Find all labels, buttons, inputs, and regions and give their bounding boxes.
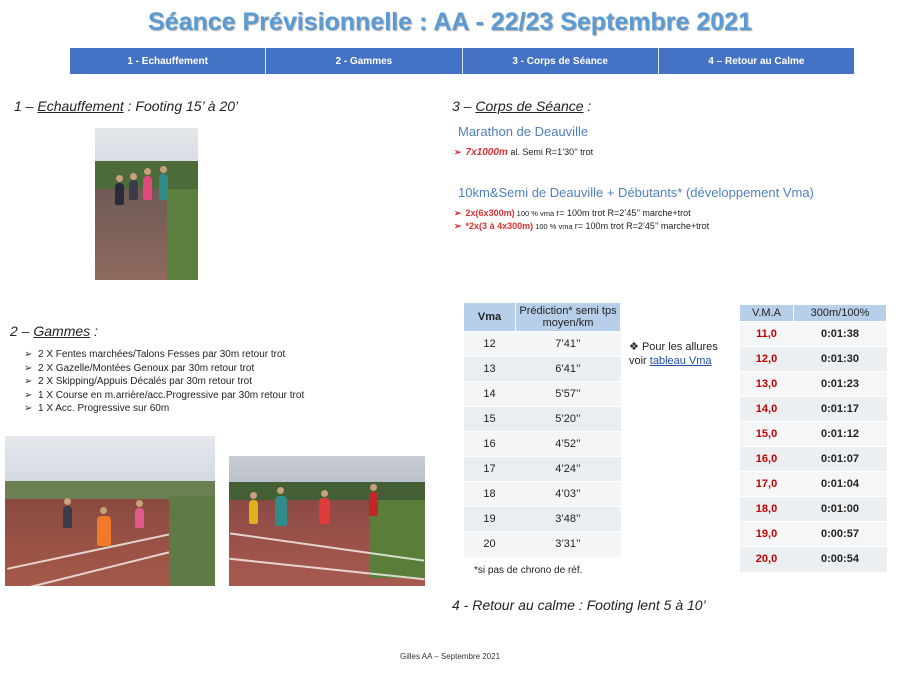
arrow-bullet-icon: ➢: [454, 221, 462, 231]
gammes-photo-left: [5, 436, 215, 586]
list-item: ➢ 2 X Fentes marchées/Talons Fesses par 30m retour trot: [24, 349, 286, 360]
semi-title: 10km&Semi de Deauville + Débutants* (développement Vma): [458, 185, 814, 200]
table-row: 15,0 0:01:12: [740, 422, 887, 447]
arrow-bullet-icon: ➢: [24, 362, 33, 374]
list-item: ➢ 2 X Gazelle/Montées Genoux par 30m retour trot: [24, 362, 255, 374]
footer: Gilles AA – Septembre 2021: [399, 652, 501, 661]
prediction-table: [463, 302, 621, 557]
table-header: Prédiction* semi tps moyen/km: [516, 303, 621, 332]
tab-corps-de-seance[interactable]: 3 - Corps de Séance: [463, 48, 659, 74]
arrow-bullet-icon: ➢: [24, 403, 33, 414]
table-row: 18,0 0:01:00: [740, 497, 887, 522]
retour-heading: 4 - Retour au calme : Footing lent 5 à 10’: [452, 597, 706, 613]
table-header: Vma: [464, 303, 516, 332]
table-row: 20,0 0:00:54: [740, 547, 887, 572]
table-row: 11,0 0:01:38: [740, 322, 887, 347]
allures-note: ❖ Pour les allures voir tableau Vma: [629, 341, 718, 367]
table-row: 16,0 0:01:07: [740, 447, 887, 472]
table-row: 17 4’24’’: [464, 457, 621, 482]
table-row: 13,0 0:01:23: [740, 372, 887, 397]
table-row: 15 5’20’’: [464, 407, 621, 432]
tableau-vma-link[interactable]: tableau Vma: [649, 355, 712, 367]
marathon-workout: ➢ 7x1000m al. Semi R=1’30’’ trot: [454, 147, 594, 158]
table-row: 14,0 0:01:17: [740, 397, 887, 422]
table-row: 19 3’48’’: [464, 507, 621, 532]
arrow-bullet-icon: ➢: [454, 208, 462, 218]
arrow-bullet-icon: ➢: [24, 349, 33, 360]
warmup-label: Echauffement: [37, 98, 124, 114]
gammes-num: 2 –: [10, 323, 34, 339]
table-row: 16 4’52’’: [464, 432, 621, 457]
warmup-detail: : Footing 15’ à 20’: [123, 98, 239, 114]
tab-retour-au-calme[interactable]: 4 – Retour au Calme: [708, 55, 805, 67]
gammes-colon: :: [90, 323, 98, 339]
arrow-bullet-icon: ➢: [24, 376, 33, 387]
table-row: 18 4’03’’: [464, 482, 621, 507]
warmup-num: 1 –: [14, 98, 38, 114]
table-row: 17,0 0:01:04: [740, 472, 887, 497]
table-row: 20 3’31’’: [464, 532, 621, 557]
table-row: 14 5’57’’: [464, 382, 621, 407]
corps-label: Corps de Séance: [475, 98, 584, 114]
vma-table: [739, 304, 887, 572]
corps-num: 3 –: [452, 98, 476, 114]
warmup-heading: [14, 98, 238, 114]
arrow-bullet-icon: ➢: [454, 147, 462, 157]
tab-gammes[interactable]: 2 - Gammes: [266, 48, 462, 74]
gammes-label: Gammes: [33, 323, 91, 339]
table-row: 12,0 0:01:30: [740, 347, 887, 372]
warmup-photo: [95, 128, 198, 280]
table-row: 13 6’41’’: [464, 357, 621, 382]
tab-echauffement[interactable]: 1 - Echauffement: [70, 48, 266, 74]
table-row: 19,0 0:00:57: [740, 522, 887, 547]
corps-colon: :: [583, 98, 592, 114]
list-item: ➢ 1 X Course en m.arrière/acc.Progressive par 30m retour trot: [24, 389, 305, 401]
page-title: Séance Prévisionnelle : AA - 22/23 Septembre 2021: [148, 8, 752, 36]
semi-workout-2: ➢ *2x(3 à 4x300m) 100 % vma r= 100m trot R=2’45’’ marche+trot: [454, 221, 710, 231]
table-header: V.M.A: [740, 305, 794, 322]
diamond-bullet-icon: ❖: [629, 341, 639, 353]
table-header: 300m/100%: [794, 305, 887, 322]
gammes-photo-right: [229, 456, 425, 586]
prediction-note: *si pas de chrono de réf.: [474, 565, 583, 576]
gammes-list: [24, 348, 304, 416]
semi-workout-1: ➢ 2x(6x300m) 100 % vma r= 100m trot R=2’45’’ marche+trot: [454, 208, 691, 218]
arrow-bullet-icon: ➢: [24, 389, 33, 401]
gammes-heading: [10, 323, 98, 339]
marathon-title: Marathon de Deauville: [458, 124, 589, 139]
list-item: ➢ 1 X Acc. Progressive sur 60m: [24, 403, 170, 414]
table-row: 12 7’41’’: [464, 332, 621, 357]
section-tabs: [70, 48, 854, 74]
list-item: ➢ 2 X Skipping/Appuis Décalés par 30m retour trot: [24, 376, 252, 387]
corps-heading: [452, 98, 591, 114]
